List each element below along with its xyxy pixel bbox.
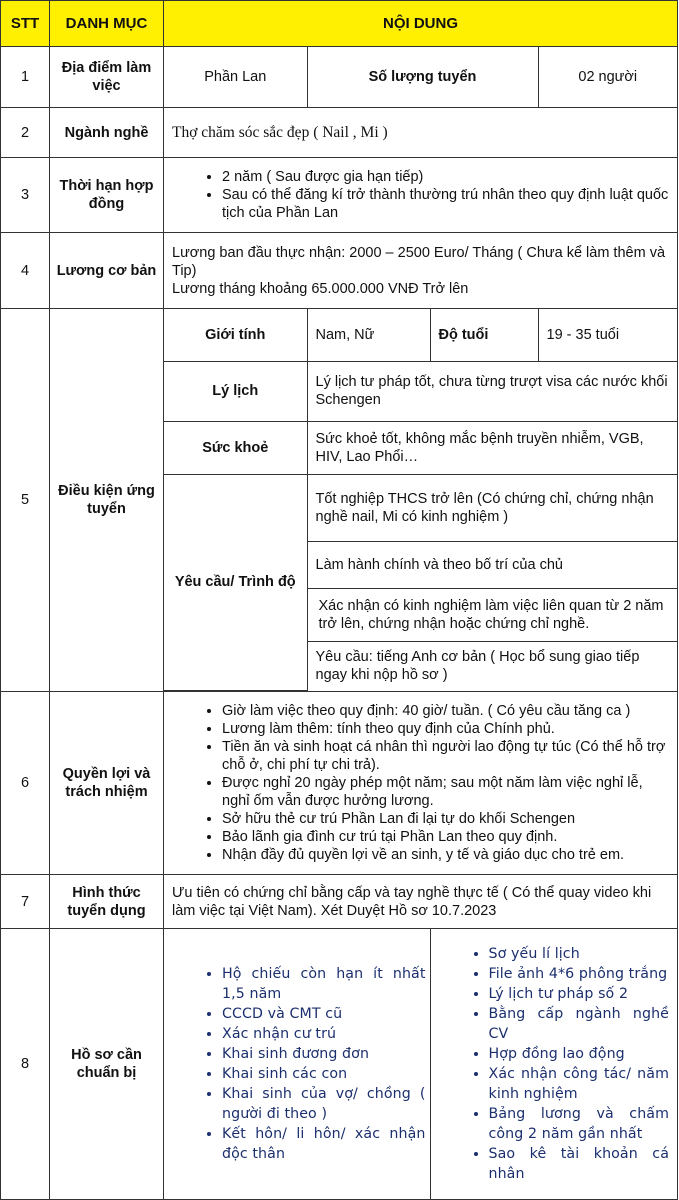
requirement-item: Xác nhận có kinh nghiệm làm việc liên quan từ 2 năm trở lên, chứng nhận hoặc chứng chỉ nghề.: [307, 588, 677, 641]
list-item: • Xác nhận công tác/ năm kinh nghiệm: [489, 1064, 670, 1104]
location-cell: [164, 47, 678, 108]
table-row: [1, 158, 678, 233]
documents-left-column: [164, 929, 430, 1199]
list-item: • Sở hữu thẻ cư trú Phần Lan đi lại tự do khối Schengen: [222, 810, 669, 828]
table-row: [1, 309, 678, 692]
documents-cell: [164, 929, 678, 1200]
row-label: Hồ sơ cần chuẩn bị: [50, 929, 164, 1200]
table-row: [1, 47, 678, 108]
salary-line: Lương tháng khoảng 65.000.000 VNĐ Trở lên: [172, 280, 469, 297]
list-item: • Lương làm thêm: tính theo quy định của Chính phủ.: [222, 720, 669, 738]
row-label: Ngành nghề: [50, 108, 164, 158]
requirement-item: Làm hành chính và theo bố trí của chủ: [307, 541, 677, 588]
requirement-item: Yêu cầu: tiếng Anh cơ bản ( Học bổ sung giao tiếp ngay khi nộp hồ sơ ): [307, 641, 677, 691]
row-label: Điều kiện ứng tuyển: [50, 309, 164, 692]
profession-value: Thợ chăm sóc sắc đẹp ( Nail , Mi ): [164, 108, 678, 158]
contract-term-cell: [164, 158, 678, 233]
table-row: [1, 233, 678, 309]
row-label: Hình thức tuyển dụng: [50, 875, 164, 929]
list-item: • File ảnh 4*6 phông trắng: [489, 964, 670, 984]
gender-label: Giới tính: [164, 309, 307, 361]
table-row: [1, 929, 678, 1200]
gender-value: Nam, Nữ: [307, 309, 430, 361]
header-content: NỘI DUNG: [164, 1, 678, 47]
row-number: 4: [1, 233, 50, 309]
age-label: Độ tuổi: [430, 309, 538, 361]
health-value: Sức khoẻ tốt, không mắc bệnh truyền nhiễm, VGB, HIV, Lao Phổi…: [307, 421, 677, 474]
health-label: Sức khoẻ: [164, 421, 307, 474]
list-item: • Khai sinh đương đơn: [222, 1044, 426, 1064]
header-row: [1, 1, 678, 47]
quantity-value: 02 người: [538, 47, 677, 107]
row-number: 5: [1, 309, 50, 692]
list-item: • Sơ yếu lí lịch: [489, 944, 670, 964]
age-value: 19 - 35 tuổi: [538, 309, 677, 361]
conditions-cell: [164, 309, 678, 692]
list-item: • Khai sinh các con: [222, 1064, 426, 1084]
list-item: • Bảo lãnh gia đình cư trú tại Phần Lan theo quy định.: [222, 828, 669, 846]
row-number: 7: [1, 875, 50, 929]
list-item: • Giờ làm việc theo quy định: 40 giờ/ tuần. ( Có yêu cầu tăng ca ): [222, 702, 669, 720]
row-label: Địa điểm làm việc: [50, 47, 164, 108]
list-item: • Hộ chiếu còn hạn ít nhất 1,5 năm: [222, 964, 426, 1004]
salary-cell: [164, 233, 678, 309]
row-label: Lương cơ bản: [50, 233, 164, 309]
list-item: • Xác nhận cư trú: [222, 1024, 426, 1044]
record-value: Lý lịch tư pháp tốt, chưa từng trượt visa các nước khối Schengen: [307, 361, 677, 421]
list-item: • Tiền ăn và sinh hoạt cá nhân thì người lao động tự túc (Có thể hỗ trợ chỗ ở, chi phí tự chi trả).: [222, 738, 669, 774]
row-number: 6: [1, 692, 50, 875]
quantity-label: Số lượng tuyển: [307, 47, 538, 107]
row-number: 3: [1, 158, 50, 233]
row-label: Thời hạn hợp đồng: [50, 158, 164, 233]
record-label: Lý lịch: [164, 361, 307, 421]
list-item: • 2 năm ( Sau được gia hạn tiếp): [222, 168, 669, 186]
header-stt: STT: [1, 1, 50, 47]
row-number: 8: [1, 929, 50, 1200]
list-item: • Lý lịch tư pháp số 2: [489, 984, 670, 1004]
list-item: • Hợp đồng lao động: [489, 1044, 670, 1064]
list-item: • Nhận đầy đủ quyền lợi về an sinh, y tế và giáo dục cho trẻ em.: [222, 846, 669, 864]
requirement-label: Yêu cầu/ Trình độ: [164, 474, 307, 691]
list-item: • Sao kê tài khoản cá nhân: [489, 1144, 670, 1184]
list-item: • Được nghỉ 20 ngày phép một năm; sau một năm làm việc nghỉ lễ, nghỉ ốm vẫn được hưởng lương.: [222, 774, 669, 810]
list-item: • Bằng cấp ngành nghề CV: [489, 1004, 670, 1044]
requirement-item: Tốt nghiệp THCS trở lên (Có chứng chỉ, chứng nhận nghề nail, Mi có kinh nghiệm ): [307, 474, 677, 541]
header-category: DANH MỤC: [50, 1, 164, 47]
list-item: • Bảng lương và chấm công 2 năm gần nhất: [489, 1104, 670, 1144]
documents-right-column: [430, 929, 677, 1199]
row-number: 1: [1, 47, 50, 108]
location-value: Phần Lan: [164, 47, 307, 107]
list-item: • CCCD và CMT cũ: [222, 1004, 426, 1024]
salary-line: Lương ban đầu thực nhận: 2000 – 2500 Euro/ Tháng ( Chưa kể làm thêm và Tip): [172, 244, 666, 279]
benefits-cell: [164, 692, 678, 875]
recruitment-method-value: Ưu tiên có chứng chỉ bằng cấp và tay nghề thực tế ( Có thể quay video khi làm việc tại Việt Nam). Xét Duyệt Hồ sơ 10.7.2023: [164, 875, 678, 929]
list-item: • Khai sinh của vợ/ chồng ( người đi theo ): [222, 1084, 426, 1124]
list-item: • Sau có thể đăng kí trở thành thường trú nhân theo quy định luật quốc tịch của Phần Lan: [222, 186, 669, 222]
list-item: • Kết hôn/ li hôn/ xác nhận độc thân: [222, 1124, 426, 1164]
row-label: Quyền lợi và trách nhiệm: [50, 692, 164, 875]
row-number: 2: [1, 108, 50, 158]
table-row: [1, 108, 678, 158]
table-row: [1, 875, 678, 929]
table-row: [1, 692, 678, 875]
